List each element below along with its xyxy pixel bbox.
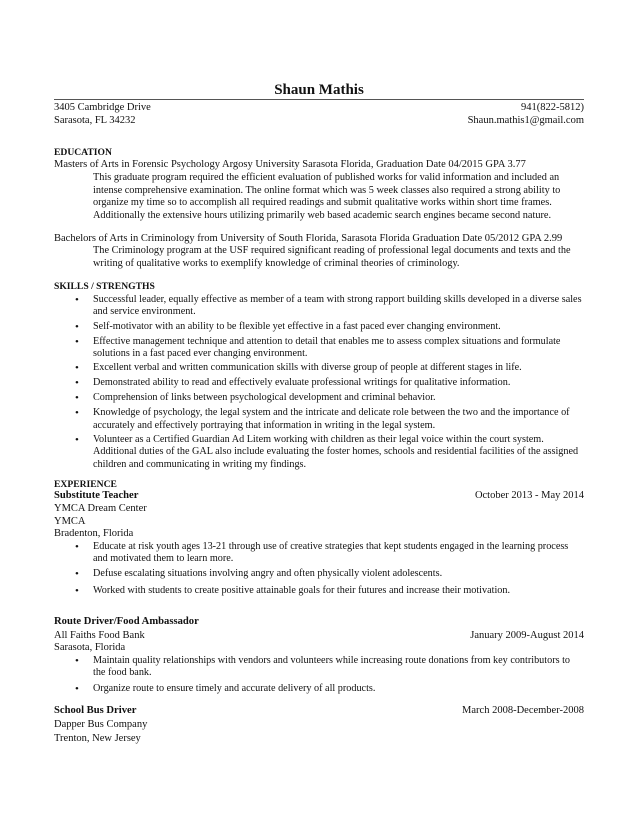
duty-text: Educate at risk youth ages 13-21 through use of creative strategies that kept students engaged in the learning process and motivated them to learn more. — [93, 541, 569, 565]
job-organization: Dapper Bus Company — [54, 719, 148, 730]
skill-item — [75, 362, 584, 374]
candidate-name: Shaun Mathis — [274, 82, 364, 98]
job-location: Trenton, New Jersey — [54, 733, 141, 744]
skill-item — [75, 377, 584, 389]
job-title-school-bus-driver: School Bus Driver — [54, 705, 137, 716]
degree-masters-description: This graduate program required the efficient evaluation of published works for valid information and included an intense comprehensive examination. The online format which was 5 week classes also required a strong ability to organize my time so to accomplish all required readings and submit qualitative works within short time frames. Additionally the extensive hours utilizing primarily web based academic search engines became second nature. — [93, 172, 561, 221]
duty-text: Defuse escalating situations involving angry and often physically violent adolescents. — [93, 567, 443, 579]
skills-list — [75, 294, 584, 471]
job-dates: March 2008-December-2008 — [462, 705, 584, 716]
skill-text: Comprehension of links between psychological development and criminal behavior. — [93, 392, 436, 404]
email-address[interactable]: Shaun.mathis1@gmail.com — [467, 115, 584, 126]
duty-item — [75, 585, 584, 597]
duty-item — [75, 683, 584, 695]
skill-text: Demonstrated ability to read and effectively evaluate professional writings for qualitative information. — [93, 376, 511, 388]
skill-text: Knowledge of psychology, the legal system and the intricate and delicate role between the two and the importance of accurately and effectively portraying that information in writing in the legal system. — [93, 407, 570, 431]
skills-heading: SKILLS / STRENGTHS — [54, 281, 155, 292]
job-title-route-driver: Route Driver/Food Ambassador — [54, 616, 199, 627]
job-duties-list — [75, 541, 584, 597]
duty-text: Maintain quality relationships with vendors and volunteers while increasing route donations from key contributors to the food bank. — [93, 655, 571, 679]
degree-bachelors-description: The Criminology program at the USF required significant reading of professional legal documents and texts and the writing of qualitative works to exemplify knowledge of criminal theories of criminology. — [93, 245, 571, 269]
header-divider — [54, 99, 584, 100]
skill-item — [75, 336, 584, 361]
skill-text: Successful leader, equally effective as member of a team with strong rapport building skills developed in a diverse sales and service environment. — [93, 294, 582, 318]
duty-text: Organize route to ensure timely and accurate delivery of all products. — [93, 682, 376, 694]
job-title-substitute-teacher: Substitute Teacher — [54, 490, 139, 501]
duty-text: Worked with students to create positive attainable goals for their futures and increase their motivation. — [93, 584, 511, 596]
skill-text: Volunteer as a Certified Guardian Ad Litem working with children as their legal voice within the court system. Additional duties of the GAL also include evaluating the foster homes, schools and residential facilities of the assigned children and communicating in writing my findings. — [93, 433, 579, 470]
skill-item — [75, 434, 584, 471]
degree-masters: Masters of Arts in Forensic Psychology Argosy University Sarasota Florida, Graduation Date 04/2015 GPA 3.77 — [54, 159, 526, 170]
skill-item — [75, 392, 584, 404]
job-dates: January 2009-August 2014 — [470, 630, 584, 641]
job-location: Sarasota, Florida — [54, 642, 126, 653]
education-heading: EDUCATION — [54, 147, 112, 158]
experience-heading: EXPERIENCE — [54, 479, 117, 490]
job-organization: YMCA Dream Center — [54, 503, 147, 514]
job-organization: YMCA — [54, 516, 86, 527]
skill-text: Self-motivator with an ability to be flexible yet effective in a fast paced ever changing environment. — [93, 320, 501, 332]
phone-number: 941(822-5812) — [521, 102, 584, 113]
skill-item — [75, 321, 584, 333]
skill-text: Effective management technique and attention to detail that enables me to assess complex situations and formulate solutions in a fast paced ever changing environment. — [93, 335, 561, 360]
duty-item — [75, 655, 584, 680]
duty-item — [75, 541, 584, 566]
job-organization: All Faiths Food Bank — [54, 630, 145, 641]
job-location: Bradenton, Florida — [54, 528, 134, 539]
address-line-2: Sarasota, FL 34232 — [54, 115, 136, 126]
degree-bachelors: Bachelors of Arts in Criminology from University of South Florida, Sarasota Florida Graduation Date 05/2012 GPA 2.99 — [54, 233, 563, 244]
duty-item — [75, 568, 584, 580]
address-line-1: 3405 Cambridge Drive — [54, 102, 151, 113]
skill-text: Excellent verbal and written communication skills with diverse group of people at different stages in life. — [93, 362, 522, 374]
job-duties-list — [75, 655, 584, 695]
skill-item — [75, 294, 584, 319]
skill-item — [75, 407, 584, 432]
job-dates: October 2013 - May 2014 — [474, 490, 584, 501]
